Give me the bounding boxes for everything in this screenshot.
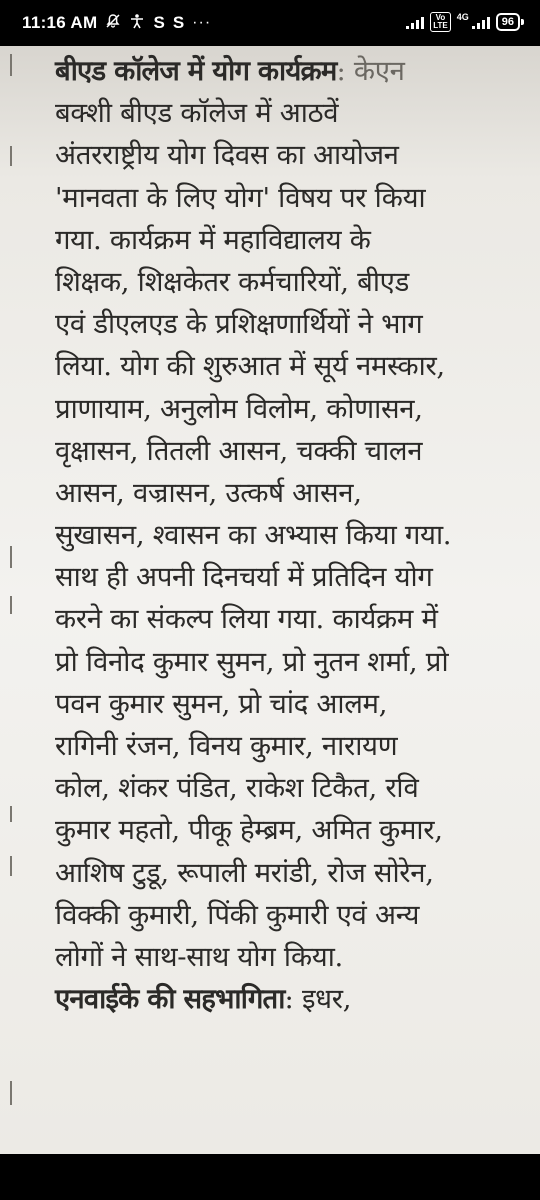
status-bar: [0, 0, 540, 46]
article-line: आशिष टुडू, रूपाली मरांडी, रोज सोरेन,: [55, 856, 434, 889]
article-line: पवन कुमार सुमन, प्रो चांद आलम,: [55, 687, 388, 720]
article-line: गया. कार्यक्रम में महाविद्यालय के: [55, 223, 371, 256]
subheading-rest: : इधर,: [284, 983, 352, 1016]
volte-icon: Vo LTE: [430, 12, 451, 32]
article-line: बक्शी बीएड कॉलेज में आठवें: [55, 97, 339, 130]
article-line: आसन, वज्रासन, उत्कर्ष आसन,: [55, 476, 362, 509]
article-line: प्रो विनोद कुमार सुमन, प्रो नुतन शर्मा, प्रो: [55, 645, 449, 678]
status-time: 11:16 AM: [22, 13, 98, 32]
article-heading-rest: : केएन: [336, 55, 405, 87]
article-heading: बीएड कॉलेज में योग कार्यक्रम: [55, 55, 337, 87]
signal-icon-2: [472, 15, 490, 29]
article-line: साथ ही अपनी दिनचर्या में प्रतिदिन योग: [55, 561, 433, 594]
more-dots-icon: ···: [192, 14, 212, 31]
article-body: [55, 50, 515, 1020]
navigation-bar: [0, 1154, 540, 1200]
article-line: कोल, शंकर पंडित, राकेश टिकैत, रवि: [55, 772, 419, 805]
status-bar-right: [406, 12, 524, 32]
article-line: एवं डीएलएड के प्रशिक्षणार्थियों ने भाग: [55, 308, 423, 341]
newspaper-clipping: [0, 46, 540, 1154]
article-line: 'मानवता के लिए योग' विषय पर किया: [55, 181, 426, 214]
article-line: सुखासन, श्वासन का अभ्यास किया गया.: [55, 519, 452, 552]
article-line: अंतरराष्ट्रीय योग दिवस का आयोजन: [55, 139, 399, 172]
accessibility-icon: [129, 13, 145, 33]
battery-level: 96: [496, 13, 520, 31]
s-app-icon: S: [172, 13, 185, 32]
s-app-icon: S: [153, 13, 165, 32]
status-bar-left: [22, 13, 211, 33]
article-line: शिक्षक, शिक्षकेतर कर्मचारियों, बीएड: [55, 265, 409, 298]
signal-icon: [406, 15, 424, 29]
notifications-off-icon: [105, 13, 121, 33]
battery-icon: [496, 13, 524, 31]
column-rule: [10, 46, 16, 1154]
subheading-line: [55, 978, 515, 1020]
article-line: लोगों ने साथ-साथ योग किया.: [55, 940, 343, 973]
network-type: 4G: [456, 12, 469, 22]
article-line: करने का संकल्प लिया गया. कार्यक्रम में: [55, 603, 438, 636]
subheading: एनवाईके की सहभागिता: [55, 983, 285, 1016]
article-line: रागिनी रंजन, विनय कुमार, नारायण: [55, 730, 398, 762]
article-line: वृक्षासन, तितली आसन, चक्की चालन: [55, 434, 423, 467]
article-line: विक्की कुमारी, पिंकी कुमारी एवं अन्य: [55, 898, 420, 931]
article-line: लिया. योग की शुरुआत में सूर्य नमस्कार,: [55, 350, 445, 383]
article-line: कुमार महतो, पीकू हेम्ब्रम, अमित कुमार,: [55, 814, 443, 847]
article-line: प्राणायाम, अनुलोम विलोम, कोणासन,: [55, 392, 423, 425]
article-heading-line: [55, 50, 515, 92]
